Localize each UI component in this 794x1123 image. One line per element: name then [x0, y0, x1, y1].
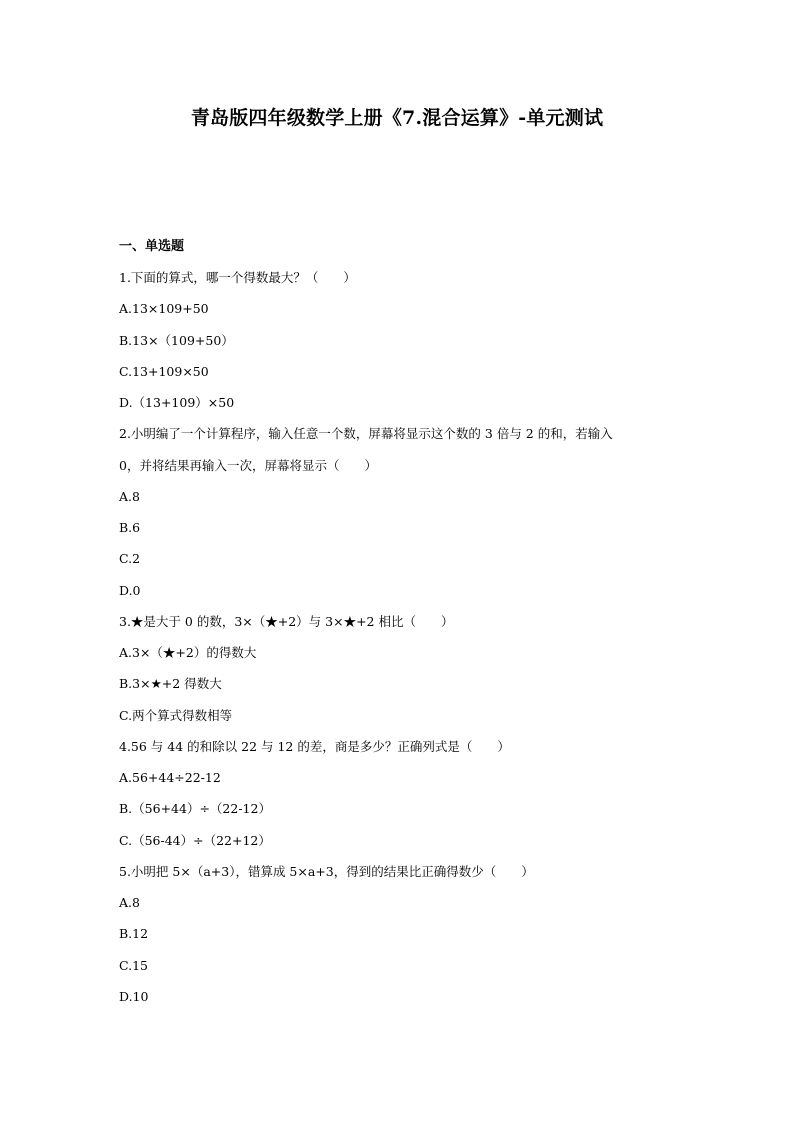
question-5-option-a: A.8	[119, 895, 140, 910]
question-5-option-c: C.15	[119, 957, 148, 973]
question-2-option-a: A.8	[119, 488, 140, 504]
question-2-stem-line-2: 0，并将结果再输入一次，屏幕将显示（ ）	[119, 457, 377, 473]
question-2-option-d: D.0	[119, 582, 141, 598]
question-5-option-b: B.12	[119, 926, 149, 942]
question-4-option-b: B.（56+44）÷（22-12）	[119, 801, 271, 817]
question-5-option-d: D.10	[119, 988, 149, 1004]
question-3-stem: 3.★是大于 0 的数，3×（★+2）与 3×★+2 相比（ ）	[119, 613, 454, 629]
question-4-option-c: C.（56-44）÷（22+12）	[119, 832, 271, 848]
question-5-stem: 5.小明把 5×（a+3），错算成 5×a+3，得到的结果比正确得数少（ ）	[119, 863, 534, 879]
question-4-stem: 4.56 与 44 的和除以 22 与 12 的差，商是多少？正确列式是（ ）	[119, 738, 510, 754]
question-1-option-d: D.（13+109）×50	[119, 395, 235, 410]
question-list	[119, 236, 679, 1017]
question-2-option-c: C.2	[119, 551, 141, 567]
question-1-stem: 1.下面的算式，哪一个得数最大？（ ）	[119, 270, 356, 285]
question-2-stem-line-1: 2.小明编了一个计算程序，输入任意一个数，屏幕将显示这个数的 3 倍与 2 的和，若输入	[119, 426, 613, 442]
question-2-option-b: B.6	[119, 520, 141, 535]
question-3-option-a: A.3×（★+2）的得数大	[119, 645, 257, 660]
question-1-option-a: A.13×109+50	[119, 301, 209, 317]
question-4-option-a: A.56+44÷22-12	[119, 770, 221, 785]
section-heading: 一、单选题	[119, 239, 185, 254]
page-title: 青岛版四年级数学上册《7.混合运算》-单元测试	[190, 107, 604, 129]
question-3-option-b: B.3×★+2 得数大	[119, 676, 222, 692]
question-1-option-b: B.13×（109+50）	[119, 332, 234, 348]
question-1-option-c: C.13+109×50	[119, 363, 209, 379]
question-3-option-c: C.两个算式得数相等	[119, 707, 233, 723]
